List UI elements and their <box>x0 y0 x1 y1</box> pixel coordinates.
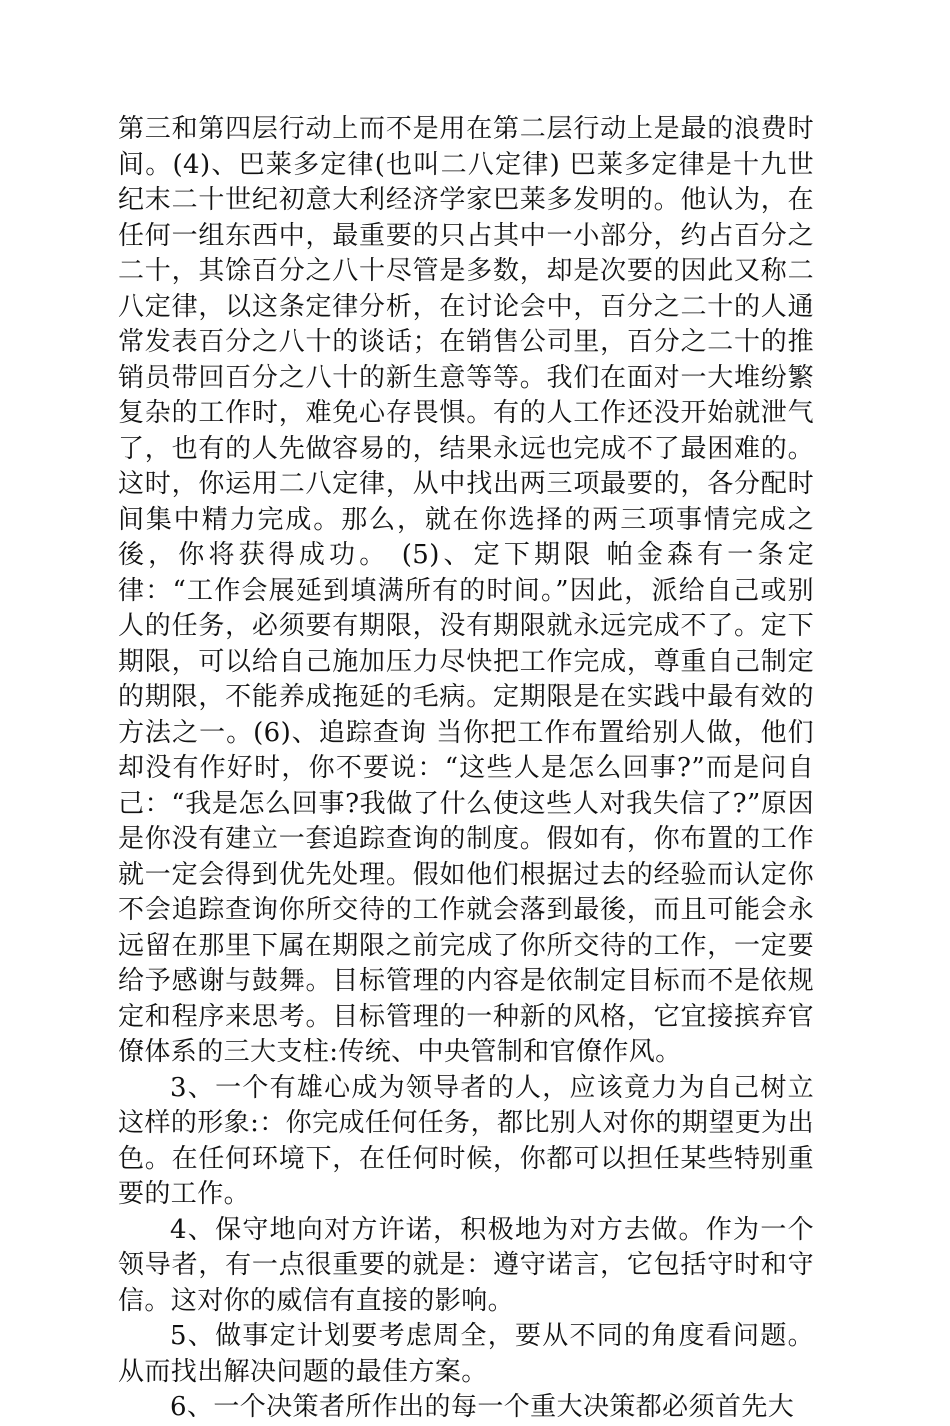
document-page <box>118 112 814 1426</box>
paragraph-body: 第三和第四层行动上而不是用在第二层行动上是最的浪费时间。(4)、巴莱多定律(也叫二八定律) 巴莱多定律是十九世纪末二十世纪初意大利经济学家巴莱多发明的。他认为，在任何一组东西中，最重要的只占其中一小部分，约占百分之二十，其馀百分之八十尽管是多数，却是次要的因此又称二八定律，以这条定律分析，在讨论会中，百分之二十的人通常发表百分之八十的谈话；在销售公司里，百分之二十的推销员带回百分之八十的新生意等等。我们在面对一大堆纷繁复杂的工作时，难免心存畏惧。有的人工作还没开始就泄气了，也有的人先做容易的，结果永远也完成不了最困难的。这时，你运用二八定律，从中找出两三项最要的，各分配时间集中精力完成。那么，就在你选择的两三项事情完成之後，你将获得成功。 (5)、定下期限 帕金森有一条定律：“工作会展延到填满所有的时间。”因此，派给自己或别人的任务，必须要有期限，没有期限就永远完成不了。定下期限，可以给自己施加压力尽快把工作完成，尊重自己制定的期限，不能养成拖延的毛病。定期限是在实践中最有效的方法之一。(6)、追踪查询 当你把工作布置给别人做，他们却没有作好时，你不要说：“这些人是怎么回事?”而是问自己：“我是怎么回事?我做了什么使这些人对我失信了?”原因是你没有建立一套追踪查询的制度。假如有，你布置的工作就一定会得到优先处理。假如他们根据过去的经验而认定你不会追踪查询你所交待的工作就会落到最後，而且可能会永远留在那里下属在期限之前完成了你所交待的工作，一定要给予感谢与鼓舞。目标管理的内容是依制定目标而不是依规定和程序来思考。目标管理的一种新的风格，它宜接摈弃官僚体系的三大支柱:传统、中央管制和官僚作风。 <box>118 114 814 1067</box>
paragraph-item-6: 6、一个决策者所作出的每一个重大决策都必须首先大 <box>170 1392 795 1422</box>
paragraph-item-4: 4、保守地向对方许诺，积极地为对方去做。作为一个领导者，有一点很重要的就是：遵守诺言，它包括守时和守信。这对你的威信有直接的影响。 <box>118 1214 814 1316</box>
paragraph-item-5: 5、做事定计划要考虑周全，要从不同的角度看问题。从而找出解决问题的最佳方案。 <box>118 1321 814 1387</box>
paragraph-item-3: 3、一个有雄心成为领导者的人，应该竟力为自己树立这样的形象:：你完成任何任务，都比别人对你的期望更为出色。在任何环境下，在任何时候，你都可以担任某些特别重要的工作。 <box>118 1072 814 1209</box>
